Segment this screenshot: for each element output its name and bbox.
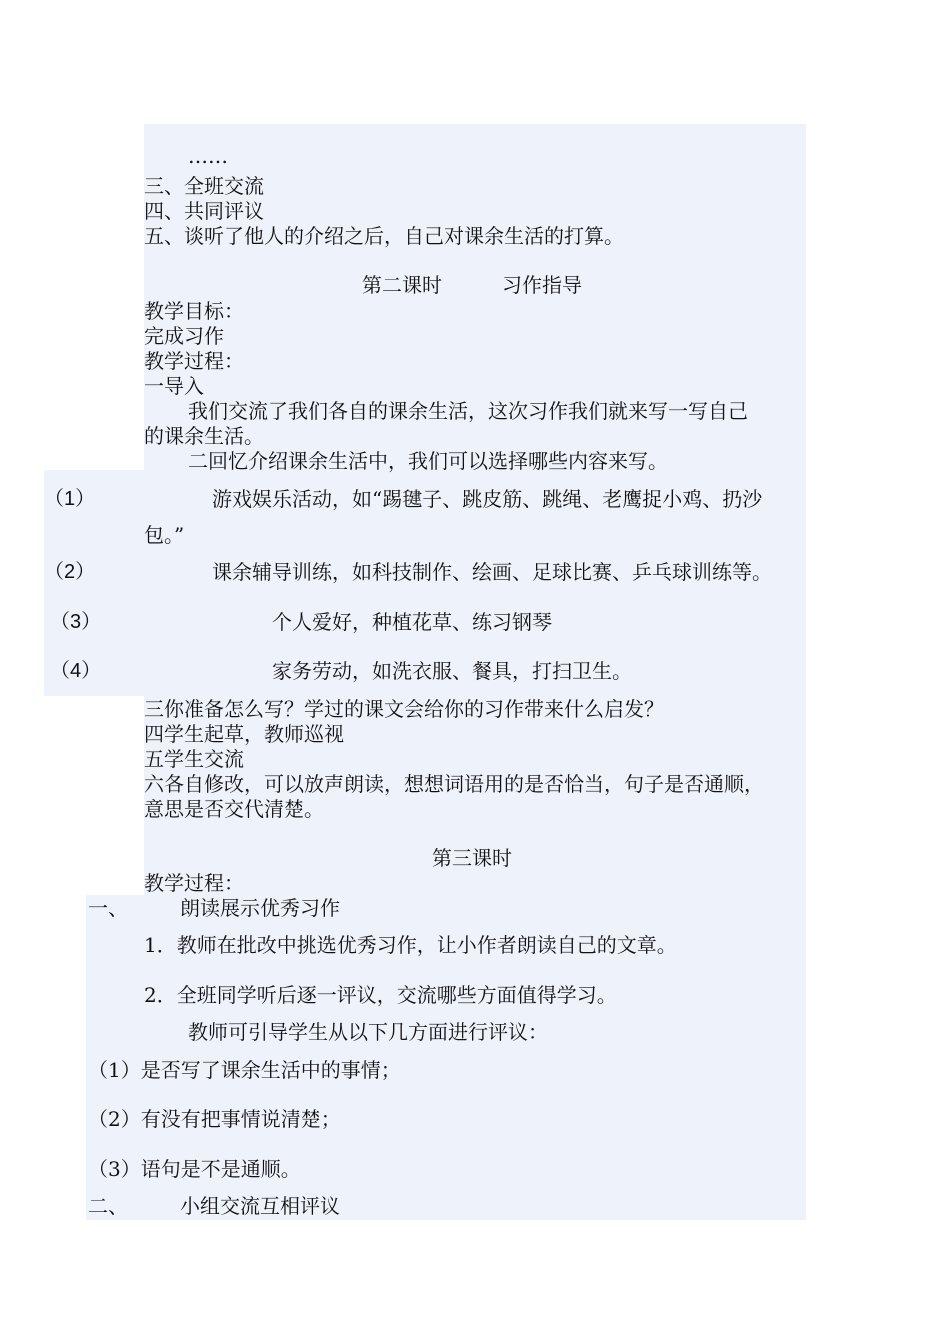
lesson2-title-right: 习作指导 (502, 273, 582, 297)
lesson3-part1-number: 一、 (88, 896, 128, 920)
lesson2-step4: 四学生起草，教师巡视 (144, 722, 344, 746)
lesson3-part2-text: 小组交流互相评议 (180, 1194, 340, 1218)
lesson3-part2-number: 二、 (88, 1194, 128, 1218)
lesson2-goal-text: 完成习作 (144, 324, 224, 348)
lesson2-intro-text-1: 我们交流了我们各自的课余生活，这次习作我们就来写一写自己 (188, 399, 748, 423)
lesson2-step6-line1: 六各自修改，可以放声朗读，想想词语用的是否恰当，句子是否通顺， (144, 772, 764, 796)
lesson2-goal-label: 教学目标： (144, 299, 244, 323)
list-item-text: 家务劳动，如洗衣服、餐具，打扫卫生。 (272, 659, 632, 683)
lesson2-intro-text-2: 的课余生活。 (144, 424, 264, 448)
lesson1-step4: 四、共同评议 (144, 199, 264, 223)
list-item-number: （4） (50, 660, 102, 682)
lesson3-title: 第三课时 (432, 846, 512, 870)
lesson2-step5: 五学生交流 (144, 747, 244, 771)
list-item-number: （3） (50, 611, 102, 633)
list-item-text: 课余辅导训练，如科技制作、绘画、足球比赛、乒乓球训练等。 (212, 560, 772, 584)
lesson2-step6-line2: 意思是否交代清楚。 (144, 797, 324, 821)
list-item-text: 游戏娱乐活动，如“踢毽子、跳皮筋、跳绳、老鹰捉小鸡、扔沙 (212, 487, 763, 511)
lesson3-guide: 教师可引导学生从以下几方面进行评议： (188, 1020, 548, 1044)
lesson3-sub1: 1．教师在批改中挑选优秀习作，让小作者朗读自己的文章。 (144, 933, 677, 957)
lesson3-criterion: （3）语句是不是通顺。 (88, 1157, 301, 1181)
lesson3-criterion: （1）是否写了课余生活中的事情； (88, 1058, 401, 1082)
lesson2-intro-heading: 一导入 (144, 374, 204, 398)
lesson3-sub2: 2．全班同学听后逐一评议，交流哪些方面值得学习。 (144, 983, 617, 1007)
list-item-continuation: 包。” (144, 523, 185, 547)
lesson3-process-label: 教学过程： (144, 871, 244, 895)
list-item-text: 个人爱好，种植花草、练习钢琴 (272, 610, 552, 634)
lesson2-title-left: 第二课时 (362, 273, 442, 297)
list-item-number: （2） (44, 561, 96, 583)
list-item-number: （1） (44, 488, 96, 510)
lesson2-process-label: 教学过程： (144, 349, 244, 373)
ellipsis: …… (188, 144, 228, 168)
lesson3-part1-text: 朗读展示优秀习作 (180, 896, 340, 920)
lesson3-criterion: （2）有没有把事情说清楚； (88, 1107, 341, 1131)
lesson1-step5: 五、谈听了他人的介绍之后，自己对课余生活的打算。 (144, 224, 624, 248)
lesson1-step3: 三、全班交流 (144, 174, 264, 198)
lesson2-recall: 二回忆介绍课余生活中，我们可以选择哪些内容来写。 (188, 449, 668, 473)
lesson2-step3: 三你准备怎么写？学过的课文会给你的习作带来什么启发？ (144, 697, 664, 721)
